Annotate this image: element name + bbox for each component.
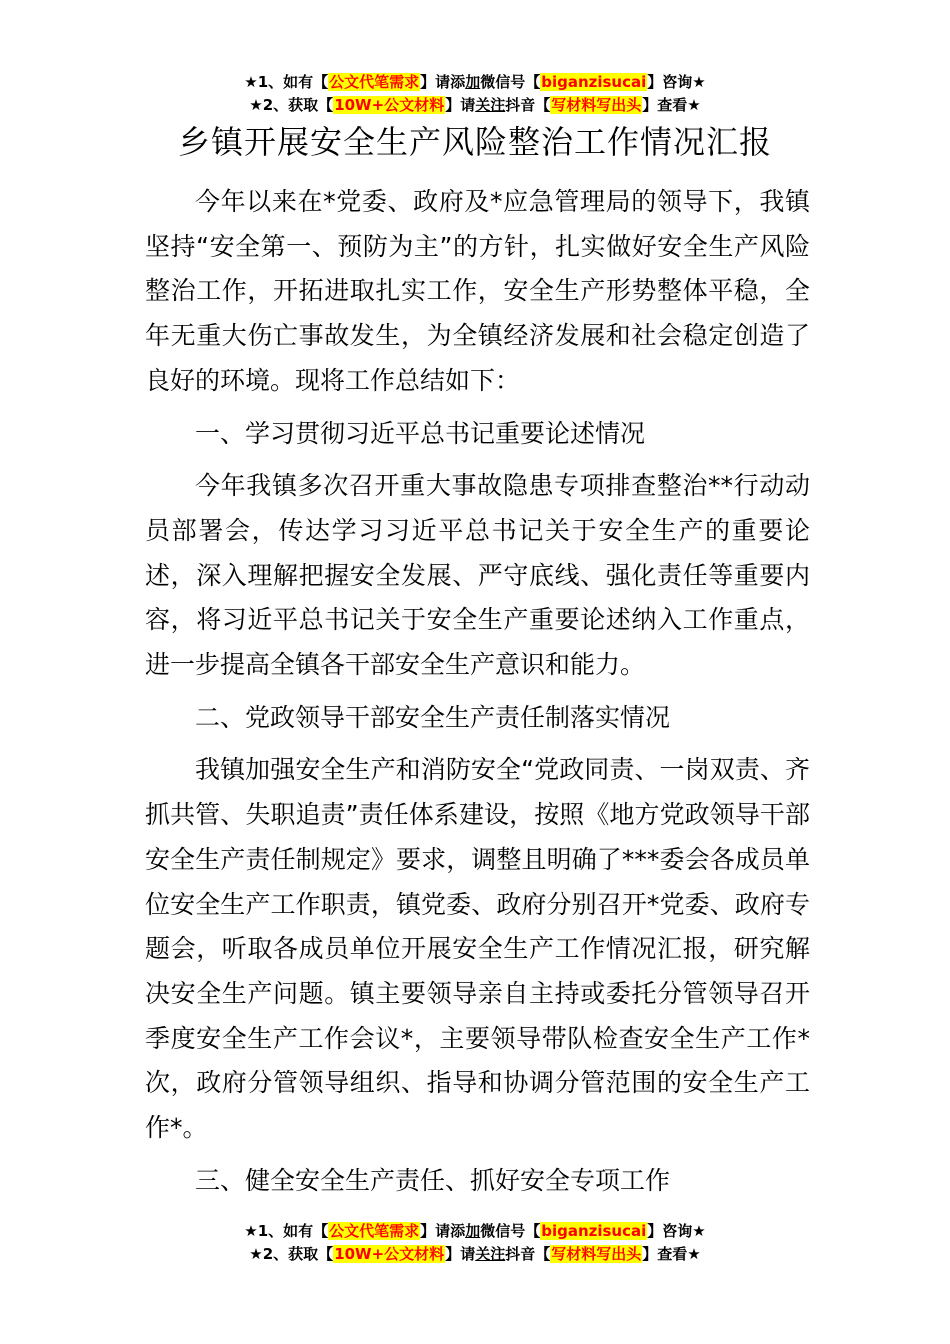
highlight-text: 公文代笔需求 bbox=[329, 1222, 420, 1240]
underlined-text: 关注 bbox=[475, 1245, 506, 1263]
highlight-text: 写材料写出头 bbox=[551, 1245, 642, 1263]
notice-text: ★1、如有【 bbox=[244, 73, 329, 91]
notice-text: ★2、获取【 bbox=[249, 96, 334, 114]
notice-text: 】请 bbox=[445, 96, 476, 114]
notice-line-2 bbox=[0, 94, 950, 116]
underlined-text: 关注 bbox=[475, 96, 506, 114]
section-heading-3: 三、健全安全生产责任、抓好安全专项工作 bbox=[195, 1165, 671, 1195]
highlight-text: 公文代笔需求 bbox=[329, 73, 420, 91]
section-heading-1: 一、学习贯彻习近平总书记重要论述情况 bbox=[195, 418, 646, 448]
underlined-text: 加 bbox=[465, 73, 481, 91]
notice-text: 】咨询★ bbox=[647, 73, 706, 91]
notice-text: 抖音【 bbox=[505, 96, 551, 114]
footer-notice-line-1 bbox=[0, 1220, 950, 1242]
section-1-paragraph: 今年我镇多次召开重大事故隐患专项排查整治**行动动员部署会，传达学习习近平总书记关于安全生产的重要论述，深入理解把握安全发展、严守底线、强化责任等重要内容，将习近平总书记关于安全生产重要论述纳入工作重点，进一步提高全镇各干部安全生产意识和能力。 bbox=[145, 471, 810, 680]
document-title: 乡镇开展安全生产风险整治工作情况汇报 bbox=[177, 123, 772, 161]
notice-line-1 bbox=[0, 71, 950, 93]
notice-text: ★2、获取【 bbox=[249, 1245, 334, 1263]
section-heading-2: 二、党政领导干部安全生产责任制落实情况 bbox=[195, 702, 671, 732]
notice-text: 】咨询★ bbox=[647, 1222, 706, 1240]
section-2-paragraph: 我镇加强安全生产和消防安全“党政同责、一岗双责、齐抓共管、失职追责”责任体系建设，按照《地方党政领导干部安全生产责任制规定》要求，调整且明确了***委会各成员单位安全生产工作职责，镇党委、政府分别召开*党委、政府专题会，听取各成员单位开展安全生产工作情况汇报，研究解决安全生产问题。镇主要领导亲自主持或委托分管领导召开季度安全生产工作会议*，主要领导带队检查安全生产工作*次，政府分管领导组织、指导和协调分管范围的安全生产工作*。 bbox=[145, 755, 810, 1143]
highlight-text: 10W+公文材料 bbox=[334, 96, 445, 114]
notice-text: 微信号【 bbox=[480, 1222, 541, 1240]
highlight-text: biganzisucai bbox=[541, 1222, 647, 1240]
notice-text: 】请添 bbox=[420, 1222, 466, 1240]
notice-text: 】查看★ bbox=[642, 1245, 701, 1263]
notice-text: 】请添 bbox=[420, 73, 466, 91]
highlight-text: biganzisucai bbox=[541, 73, 647, 91]
highlight-text: 写材料写出头 bbox=[551, 96, 642, 114]
notice-text: 微信号【 bbox=[480, 73, 541, 91]
footer-notice-line-2 bbox=[0, 1243, 950, 1265]
intro-paragraph: 今年以来在*党委、政府及*应急管理局的领导下，我镇坚持“安全第一、预防为主”的方针，扎实做好安全生产风险整治工作，开拓进取扎实工作，安全生产形势整体平稳，全年无重大伤亡事故发生，为全镇经济发展和社会稳定创造了良好的环境。现将工作总结如下： bbox=[145, 187, 810, 395]
notice-text: 抖音【 bbox=[505, 1245, 551, 1263]
notice-text: ★1、如有【 bbox=[244, 1222, 329, 1240]
notice-text: 】请 bbox=[445, 1245, 476, 1263]
highlight-text: 10W+公文材料 bbox=[334, 1245, 445, 1263]
underlined-text: 加 bbox=[465, 1222, 481, 1240]
notice-text: 】查看★ bbox=[642, 96, 701, 114]
document-body bbox=[145, 180, 810, 1211]
